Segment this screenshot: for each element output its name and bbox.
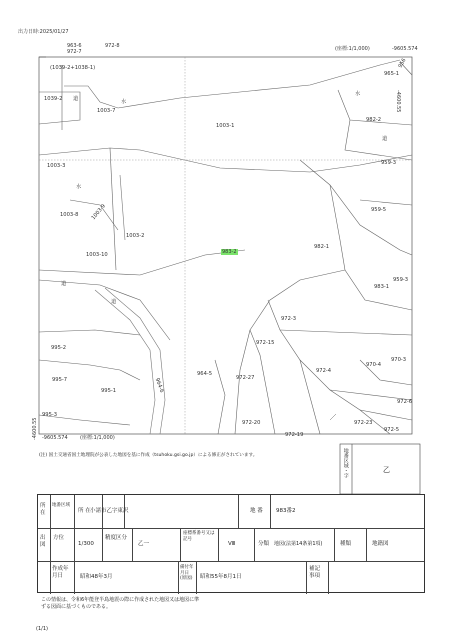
parcel-label: 1003-7 xyxy=(97,108,116,114)
legend-item-2: 972-8 xyxy=(105,43,120,49)
scale-label-bottom: (座標:1/1,000) xyxy=(80,435,115,441)
scale-label-top: (座標:1/1,000) xyxy=(335,46,370,52)
parcel-label: 995-7 xyxy=(52,377,68,383)
designated-value: 昭和55年8月1日 xyxy=(200,574,242,580)
parcel-label: 1003-1 xyxy=(216,123,235,129)
type-label: 種類 xyxy=(340,541,352,547)
lot-value: 983番2 xyxy=(276,508,296,514)
side-label-b: 方位 xyxy=(53,535,65,541)
legend-item-3: 972-7 xyxy=(67,49,82,55)
road-label: 道 xyxy=(111,299,117,305)
district-value: 乙 xyxy=(383,466,390,474)
parcel-label: 972-3 xyxy=(281,316,297,322)
water-label: 水 xyxy=(121,99,127,105)
coord-bottom-left: -9605.574 xyxy=(42,435,68,441)
category-value: 地図(法第14条第1項) xyxy=(274,541,323,547)
coord-system-label: 座標系番号又は記号 xyxy=(183,531,215,542)
print-date: 出力日時:2025/01/27 xyxy=(18,29,69,35)
address-label: 所 在 xyxy=(78,508,91,514)
category-label: 分類 xyxy=(258,541,270,547)
designated-label: 備付年月日(原図) xyxy=(180,565,194,582)
col-prefix: 地番区域 xyxy=(52,503,70,508)
legend-item-1: 963-6 xyxy=(67,43,82,49)
parcel-label: 956 xyxy=(397,57,408,70)
side-label-a: 出図 xyxy=(40,535,46,548)
parcel-label: 982-1 xyxy=(314,244,330,250)
parcel-label: 1003-2 xyxy=(126,233,145,239)
road-label: 道 xyxy=(61,281,67,287)
page-number: (1/1) xyxy=(36,626,48,632)
lot-label: 地 番 xyxy=(250,508,263,514)
parcel-label: 1003-8 xyxy=(60,212,79,218)
parcel-label: 1003-10 xyxy=(86,252,108,258)
created-value: 昭和48年3月 xyxy=(80,574,113,580)
created-label: 作成年月日 xyxy=(52,566,69,579)
water-label: 水 xyxy=(76,184,82,190)
parcel-label: 972-15 xyxy=(256,340,275,346)
remarks-label: 補記事項 xyxy=(309,566,321,579)
parcel-label: 995-3 xyxy=(42,412,58,418)
parcel-label: 972-4 xyxy=(316,368,332,374)
parcel-label: 972-27 xyxy=(236,375,255,381)
parcel-label: 972-6 xyxy=(397,399,413,405)
coord-top-right: -9605.574 xyxy=(392,46,418,52)
coord-system-value: Ⅷ xyxy=(228,541,236,547)
col-header: 所在 xyxy=(40,503,46,516)
coord-side-left: -4600.55 xyxy=(32,417,38,440)
highlight-parcel: 983-2 xyxy=(222,249,237,255)
parcel-label: 1039-2 xyxy=(44,96,63,102)
parcel-label: 972-5 xyxy=(384,427,400,433)
parcel-label: 972-19 xyxy=(285,432,304,438)
parcel-label: 959-3 xyxy=(381,160,397,166)
source-note: (注) 国土交通省国土地理院が公表した地図を基に作成（tsuhoku.gsi.go.jp）による修正がされています。 xyxy=(39,453,258,458)
parcel-label: 970-4 xyxy=(366,362,382,368)
parcel-label: 959-3 xyxy=(393,277,409,283)
road-label: 道 xyxy=(382,136,388,142)
scale-value: 1/300 xyxy=(78,541,94,547)
road-label: 道 xyxy=(73,96,79,102)
parcel-label: 972-23 xyxy=(354,420,373,426)
parcel-label: 959-5 xyxy=(371,207,387,213)
parcel-label: (1039-2+1038-1) xyxy=(50,65,96,71)
footnote: この情報は、令和6年能登半島地震の際に作成された地図又は地図に準ずる図面に基づくものである。 xyxy=(41,597,200,610)
parcel-label: 995-2 xyxy=(51,345,67,351)
info-table xyxy=(37,494,425,593)
parcel-label: 982-2 xyxy=(366,117,382,123)
parcel-label: 964-5 xyxy=(197,371,213,377)
parcel-label: 972-20 xyxy=(242,420,261,426)
parcel-label: 1003-9 xyxy=(90,203,107,222)
water-label: 水 xyxy=(355,91,361,97)
parcel-label: 965-1 xyxy=(384,71,400,77)
district-label: 地番区域・字 xyxy=(342,448,349,478)
parcel-label: 1003-3 xyxy=(47,163,66,169)
coord-side-right: -4600.55 xyxy=(395,90,401,113)
parcel-label: 983-1 xyxy=(374,284,390,290)
precision-value: 乙一 xyxy=(138,541,150,547)
parcel-label: 995-1 xyxy=(101,388,117,394)
parcel-label: 970-3 xyxy=(391,357,407,363)
precision-label: 精度区分 xyxy=(105,535,128,541)
parcel-label: 964-6 xyxy=(153,377,165,394)
type-value: 地籍図 xyxy=(372,541,389,547)
address-value: 小諸市乙字東沢 xyxy=(90,508,129,514)
